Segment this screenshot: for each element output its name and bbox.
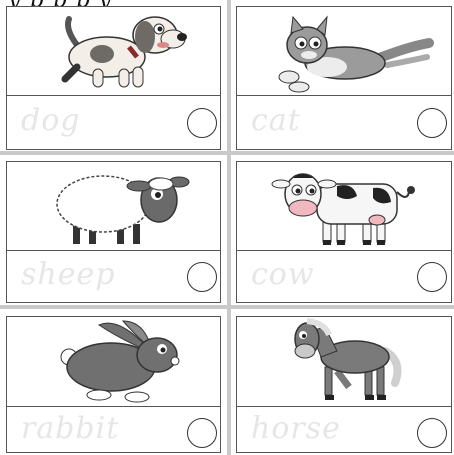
sheep-picture bbox=[7, 162, 220, 251]
sheep-icon bbox=[7, 162, 220, 250]
center-divider bbox=[227, 0, 231, 455]
word-horse: horse bbox=[251, 411, 341, 446]
cat-picture bbox=[237, 7, 451, 96]
card-cat bbox=[236, 6, 452, 150]
rabbit-picture bbox=[7, 317, 220, 407]
rabbit-icon bbox=[7, 317, 220, 406]
cow-icon bbox=[237, 162, 451, 250]
answer-circle-horse[interactable] bbox=[417, 418, 447, 448]
card-sheep bbox=[6, 161, 221, 303]
answer-circle-rabbit[interactable] bbox=[187, 418, 217, 448]
word-cow: cow bbox=[251, 257, 315, 292]
word-rabbit: rabbit bbox=[21, 411, 120, 446]
dog-picture bbox=[7, 7, 220, 96]
horse-picture bbox=[237, 317, 451, 407]
word-cat: cat bbox=[251, 103, 301, 138]
card-rabbit bbox=[6, 316, 221, 453]
card-dog bbox=[6, 6, 221, 150]
answer-circle-dog[interactable] bbox=[187, 108, 217, 138]
dog-icon bbox=[7, 7, 220, 95]
answer-circle-cat[interactable] bbox=[417, 108, 447, 138]
row-divider-2 bbox=[0, 305, 454, 309]
answer-circle-sheep[interactable] bbox=[187, 262, 217, 292]
cow-picture bbox=[237, 162, 451, 251]
word-dog: dog bbox=[21, 103, 81, 138]
cat-icon bbox=[237, 7, 451, 95]
card-horse bbox=[236, 316, 452, 453]
answer-circle-cow[interactable] bbox=[417, 262, 447, 292]
card-cow bbox=[236, 161, 452, 303]
horse-icon bbox=[237, 317, 451, 406]
row-divider-1 bbox=[0, 151, 454, 155]
word-sheep: sheep bbox=[21, 257, 116, 292]
